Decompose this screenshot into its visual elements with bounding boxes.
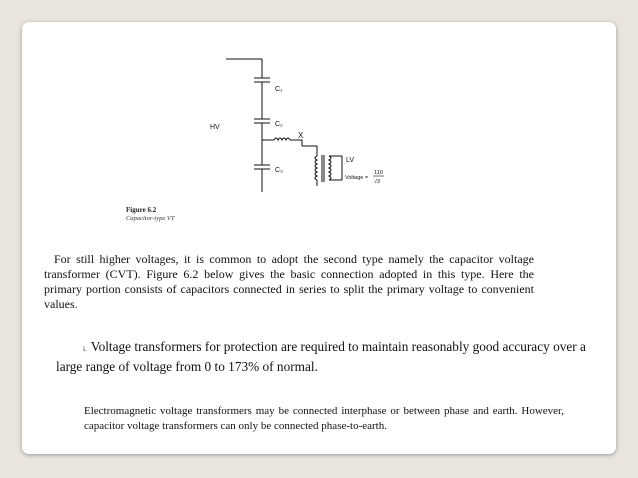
- c3-label: C₃: [275, 167, 283, 174]
- x-label: X: [298, 131, 304, 140]
- figure-caption: Capacitor-type VT: [126, 215, 175, 222]
- slide: [22, 22, 616, 454]
- capacitor-vt-diagram: [22, 22, 616, 454]
- paragraph-protection-text: Voltage transformers for protection are required to maintain reasonably good accuracy over a large range of voltage from 0 to 173% of normal.: [56, 339, 586, 374]
- lv-label: LV: [346, 157, 355, 164]
- paragraph-cvt-intro: For still higher voltages, it is common to adopt the second type namely the capacitor voltage transformer (CVT). Figure 6.2 below gives the basic connection adopted in this type. Here the primary portion consists of capacitors connected in series to split the primary voltage to convenient values.: [44, 252, 534, 311]
- paragraph-protection-accuracy: [56, 338, 586, 375]
- voltage-label: Voltage =: [345, 175, 369, 181]
- c2-label: C₂: [275, 121, 283, 128]
- hv-label: HV: [210, 124, 220, 131]
- voltage-numerator: 110: [374, 170, 383, 176]
- paragraph-connection-types: Electromagnetic voltage transformers may be connected interphase or between phase and earth. However, capacitor voltage transformers can only be connected phase-to-earth.: [84, 405, 564, 432]
- c1-label: C₁: [275, 86, 283, 93]
- figure-number: Figure 6.2: [126, 206, 157, 214]
- voltage-denominator: √3: [374, 179, 381, 185]
- list-marker: i.: [83, 345, 87, 353]
